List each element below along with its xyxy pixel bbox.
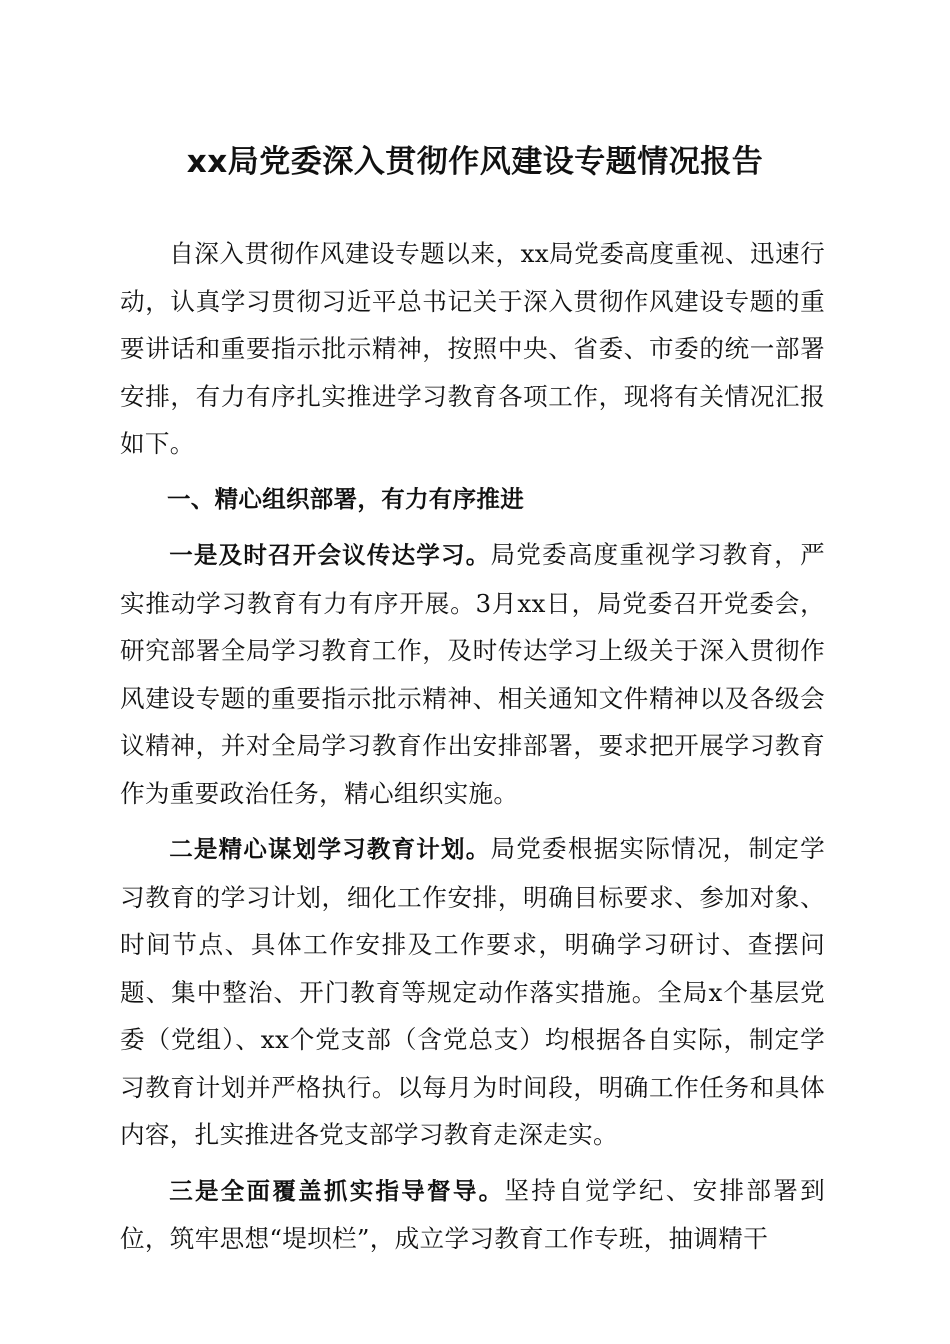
item-text-2: 局党委根据实际情况，制定学习教育的学习计划，细化工作安排，明确目标要求、参加对象、时间节点、具体工作安排及工作要求，明确学习研讨、查摆问题、集中整治、开门教育等规定动作落实措施。全局x个基层党委（党组）、xx个党支部（含党总支）均根据各自实际，制定学习教育计划并严格执行。以每月为时间段，明确工作任务和具体内容，扎实推进各党支部学习教育走深走实。 (120, 834, 825, 1149)
section-heading-1: 一、精心组织部署，有力有序推进 (167, 484, 524, 513)
item-text-3: 坚持自觉学纪、安排部署到位，筑牢思想“堤坝栏”，成立学习教育工作专班，抽调精干 (120, 1175, 825, 1253)
intro-paragraph: 自深入贯彻作风建设专题以来，xx局党委高度重视、迅速行动，认真学习贯彻习近平总书记关于深入贯彻作风建设专题的重要讲话和重要指示批示精神，按照中央、省委、市委的统一部署安排，有力有序扎实推进学习教育各项工作，现将有关情况汇报如下。 (120, 239, 825, 458)
item-lead-1: 一是及时召开会议传达学习。 (169, 541, 491, 569)
item-lead-3: 三是全面覆盖抓实指导督导。 (169, 1176, 505, 1205)
item-text-1: 局党委高度重视学习教育，严实推动学习教育有力有序开展。3月xx日，局党委召开党委会，研究部署全局学习教育工作，及时传达学习上级关于深入贯彻作风建设专题的重要指示批示精神、相关通知文件精神以及各级会议精神，并对全局学习教育作出安排部署，要求把开展学习教育作为重要政治任务，精心组织实施。 (120, 540, 825, 808)
document-title: xx局党委深入贯彻作风建设专题情况报告 (186, 144, 764, 180)
document-body (120, 230, 825, 1271)
item-paragraph-3 (120, 1167, 825, 1263)
item-paragraph-2 (120, 825, 825, 1159)
item-lead-2: 二是精心谋划学习教育计划。 (169, 835, 491, 863)
item-paragraph-1 (120, 531, 825, 817)
